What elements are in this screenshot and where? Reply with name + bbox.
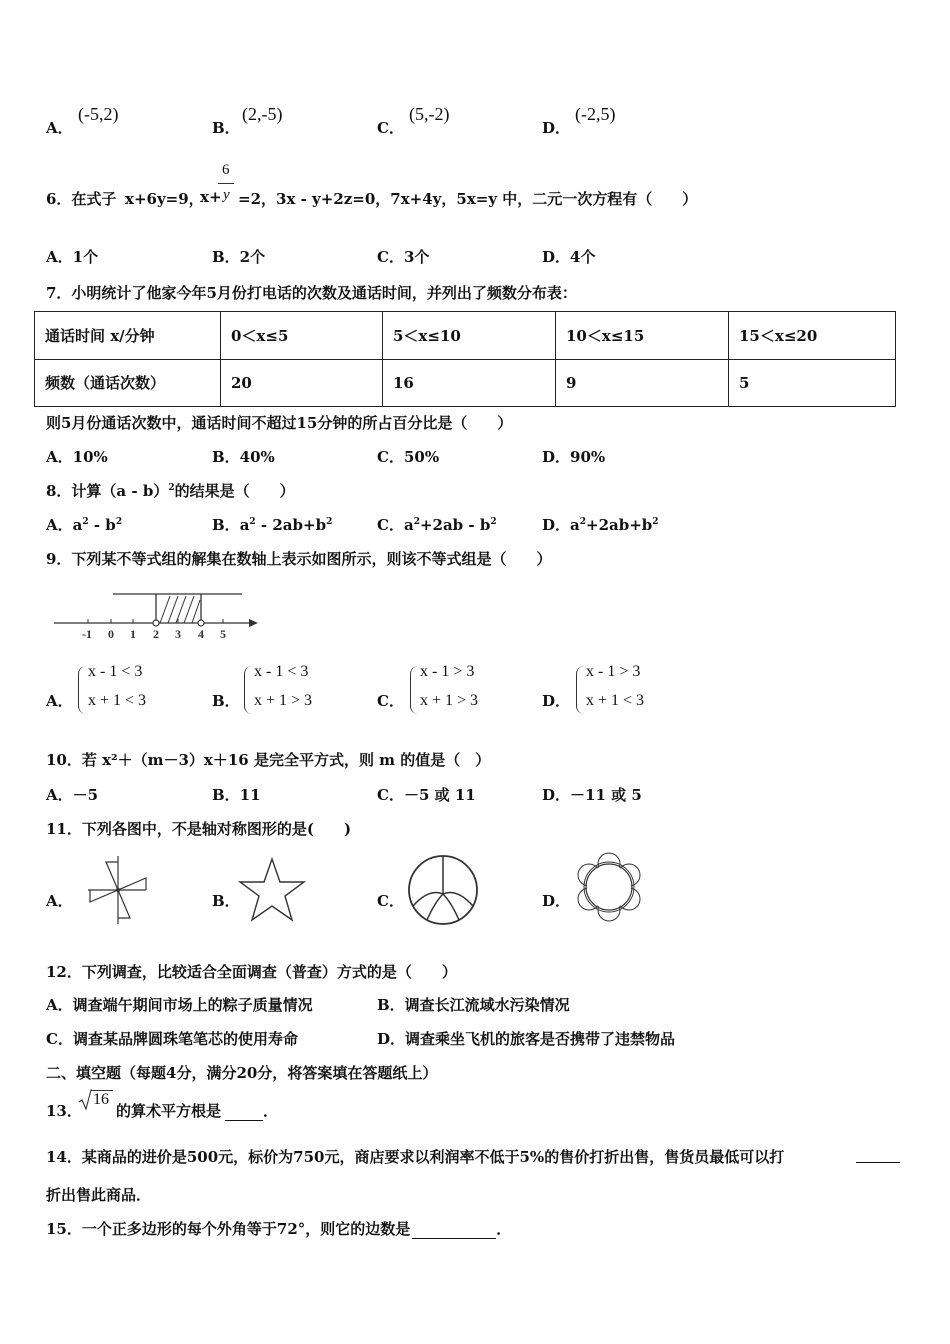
q5-option-d-letter: D．: [542, 119, 571, 137]
pinwheel-figure: [88, 856, 148, 926]
system-row: x + 1 < 3: [586, 692, 645, 709]
q13-answer-blank[interactable]: [225, 1106, 263, 1121]
q12-option-d: D．调查乘坐飞机的旅客是否携带了违禁物品: [377, 1030, 676, 1048]
q5-option-b-value: (2,-5): [242, 104, 283, 124]
open-point-right: [198, 620, 204, 626]
q13-text: 的算术平方根是 ．: [116, 1102, 279, 1120]
system-row: x - 1 > 3: [420, 663, 475, 680]
tick-label: 1: [130, 627, 136, 641]
axis-arrow: [249, 619, 258, 627]
q7-option-a: A．10%: [46, 448, 108, 466]
q6-frac-bar: [218, 183, 234, 184]
q12-option-b: B．调查长江流域水污染情况: [377, 996, 570, 1014]
q9-option-d-system: [576, 663, 676, 719]
q8-option-d: D．$a^2+2ab+b^2$: [542, 516, 659, 534]
q10-stem: 10．若 x²＋（m－3）x＋16 是完全平方式，则 m 的值是（ ）: [46, 751, 491, 769]
q9-option-d-letter: D．: [542, 692, 571, 710]
q12-option-c: C．调查某品牌圆珠笔笔芯的使用寿命: [46, 1030, 298, 1048]
q6-option-d: D．4个: [542, 248, 596, 266]
q5-option-c-letter: C．: [377, 119, 404, 137]
q9-option-b-letter: B．: [212, 692, 240, 710]
tick-label: 5: [220, 627, 226, 641]
q9-option-b-system: [244, 663, 344, 719]
table-cell: 15＜x≤20: [729, 312, 896, 360]
star-figure: [238, 856, 306, 924]
table-cell: 通话时间 x/分钟: [35, 312, 221, 360]
table-cell: 5: [729, 359, 896, 407]
q5-option-a-value: (-5,2): [78, 104, 119, 124]
q9-option-a-system: [78, 663, 178, 719]
q11-option-d-letter: D．: [542, 892, 571, 910]
q12-stem: 12．下列调查，比较适合全面调查（普查）方式的是（ ）: [46, 963, 457, 981]
q8-option-b: B．$a^2 - 2ab+b^2$: [212, 516, 333, 534]
system-row: x - 1 < 3: [88, 663, 143, 680]
q15-text-body: 15．一个正多边形的每个外角等于72°，则它的边数是: [46, 1220, 411, 1238]
q7-question: 则5月份通话次数中，通话时间不超过15分钟的所占百分比是（ ）: [46, 414, 513, 432]
q8-stem: [46, 480, 295, 501]
q7-option-c: C．50%: [377, 448, 440, 466]
sqrt-sign: [78, 1089, 92, 1111]
q14-line2: 折出售此商品．: [46, 1186, 152, 1204]
q15-answer-blank[interactable]: [412, 1224, 496, 1239]
q10-option-a: A．－5: [46, 786, 99, 804]
tick-label: 3: [175, 627, 181, 641]
table-cell: 20: [221, 359, 383, 407]
q8-option-c: C．$a^2+2ab - b^2$: [377, 516, 497, 534]
q7-option-b: B．40%: [212, 448, 275, 466]
q11-option-b-letter: B．: [212, 892, 240, 910]
q9-option-c-system: [410, 663, 510, 719]
q5-option-c-value: (5,-2): [409, 104, 450, 124]
section-2-heading: 二、填空题（每题4分，满分20分，将答案填在答题纸上）: [46, 1064, 438, 1082]
system-row: x - 1 > 3: [586, 663, 641, 680]
brace: [576, 666, 585, 714]
open-point-left: [153, 620, 159, 626]
q6-number: 6．在式子: [46, 190, 117, 208]
system-row: x - 1 < 3: [254, 663, 309, 680]
q12-option-a: A．调查端午期间市场上的粽子质量情况: [46, 996, 313, 1014]
flower-figure: [572, 850, 646, 924]
q11-stem: 11．下列各图中，不是轴对称图形的是( ): [46, 820, 352, 838]
q7-option-d: D．90%: [542, 448, 606, 466]
frequency-table: [34, 311, 896, 407]
brace: [410, 666, 419, 714]
q5-option-a-letter: A．: [46, 119, 73, 137]
shaded-hatch: [160, 596, 200, 623]
q10-option-d: D．－11 或 5: [542, 786, 642, 804]
q13-number: 13．: [46, 1102, 82, 1120]
brace: [244, 666, 253, 714]
q6-part2: =2，3x - y+2z=0，7x+4y，5x=y 中，二元一次方程有（ ）: [238, 190, 698, 208]
q7-stem: 7．小明统计了他家今年5月份打电话的次数及通话时间，并列出了频数分布表：: [46, 284, 577, 302]
table-cell: 0＜x≤5: [221, 312, 383, 360]
table-cell: 5＜x≤10: [383, 312, 556, 360]
q8-stem-tail: 的结果是（ ）: [174, 482, 295, 500]
q14-line1: 14．某商品的进价是500元，标价为750元，商店要求以利润率不低于5%的售价打折出售，售货员最低可以打: [46, 1148, 785, 1166]
q8-option-a: A．$a^2 - b^2$: [46, 516, 123, 534]
q9-option-c-letter: C．: [377, 692, 404, 710]
q8-stem-text: 8．计算（a - b）: [46, 482, 169, 500]
circle-y-figure: [405, 852, 481, 928]
q13-text-body: 的算术平方根是: [116, 1102, 222, 1120]
table-cell: 频数（通话次数）: [35, 359, 221, 407]
q8-stem-exponent: 2: [168, 483, 175, 493]
number-line-figure: [50, 586, 265, 644]
q6-option-c: C．3个: [377, 248, 430, 266]
tick-label: 4: [198, 627, 204, 641]
table-cell: 9: [556, 359, 729, 407]
q5-option-d-value: (-2,5): [575, 104, 616, 124]
brace: [78, 666, 87, 714]
q5-option-b-letter: B．: [212, 119, 240, 137]
q11-option-c-letter: C．: [377, 892, 404, 910]
q14-answer-blank[interactable]: [856, 1146, 900, 1163]
tick-label: 2: [153, 627, 159, 641]
q6-frac-denominator: y: [223, 187, 230, 203]
q10-option-b: B．11: [212, 786, 261, 804]
q13-radicand: 16: [93, 1091, 109, 1108]
system-row: x + 1 < 3: [88, 692, 147, 709]
q6-frac-prefix: x+: [200, 188, 222, 206]
table-cell: 16: [383, 359, 556, 407]
q6-part1: x+6y=9，: [125, 190, 204, 208]
system-row: x + 1 > 3: [254, 692, 313, 709]
tick-label: -1: [82, 627, 92, 641]
table-cell: 10＜x≤15: [556, 312, 729, 360]
q6-frac-numerator: 6: [222, 162, 230, 178]
q9-stem: 9．下列某不等式组的解集在数轴上表示如图所示，则该不等式组是（ ）: [46, 550, 552, 568]
system-row: x + 1 > 3: [420, 692, 479, 709]
q9-option-a-letter: A．: [46, 692, 73, 710]
q6-option-a: A．1个: [46, 248, 99, 266]
q10-option-c: C．－5 或 11: [377, 786, 476, 804]
q15-text: 15．一个正多边形的每个外角等于72°，则它的边数是 ．: [46, 1220, 512, 1238]
tick-label: 0: [108, 627, 114, 641]
q6-option-b: B．2个: [212, 248, 266, 266]
q11-option-a-letter: A．: [46, 892, 73, 910]
